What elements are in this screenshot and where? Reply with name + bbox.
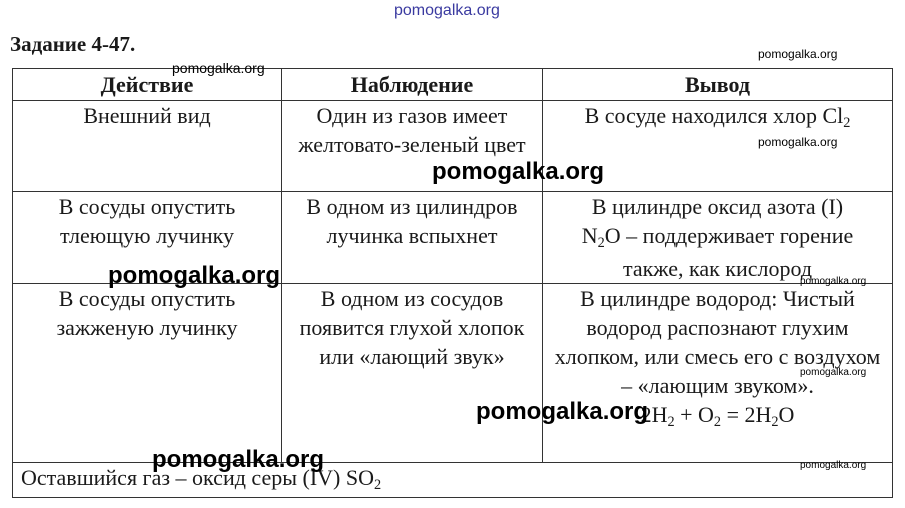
conclusion-text: В цилиндре водород: Чистый водород распознают глухим хлопком, или смесь его с воздухом – «лающим звуком». — [554, 286, 881, 398]
table-header-row — [13, 69, 893, 101]
formula-text: N — [581, 223, 598, 248]
watermark: pomogalka.org — [108, 262, 281, 289]
subscript: 2 — [771, 413, 779, 430]
header-observation: Наблюдение — [282, 69, 543, 101]
observation-cell: В одном из цилиндров лучинка вспыхнет — [282, 192, 543, 284]
equation-part: 2H — [640, 402, 668, 427]
footer-text: Оставшийся газ – оксид серы (IV) SO — [21, 465, 374, 490]
footer-cell — [13, 463, 893, 498]
watermark: pomogalka.org — [758, 47, 838, 61]
table-footer-row — [13, 463, 893, 498]
watermark: pomogalka.org — [152, 446, 325, 473]
subscript: 2 — [667, 413, 675, 430]
equation-part: = 2H — [721, 402, 772, 427]
header-action: Действие — [13, 69, 282, 101]
subscript: 2 — [713, 413, 722, 430]
subscript: 2 — [843, 114, 851, 131]
watermark: pomogalka.org — [800, 276, 867, 287]
watermark: pomogalka.org — [432, 158, 605, 185]
watermark: pomogalka.org — [758, 135, 838, 149]
subscript: 2 — [373, 476, 382, 493]
task-title: Задание 4-47. — [10, 32, 136, 56]
conclusion-cell — [543, 192, 893, 284]
watermark: pomogalka.org — [476, 398, 649, 425]
equation-part: + O — [674, 402, 714, 427]
watermark: pomogalka.org — [172, 60, 265, 76]
watermark: pomogalka.org — [800, 367, 867, 378]
action-cell: В сосуды опустить тлеющую лучинку — [13, 192, 282, 284]
observation-cell: Один из газов имеет желтовато-зеленый цвет — [282, 101, 543, 192]
action-cell: В сосуды опустить зажженую лучинку — [13, 284, 282, 463]
table-row — [13, 284, 893, 463]
conclusion-text: В сосуде находился хлор Cl — [584, 103, 844, 128]
header-conclusion: Вывод — [543, 69, 893, 101]
watermark-top: pomogalka.org — [394, 2, 500, 19]
action-cell: Внешний вид — [13, 101, 282, 192]
subscript: 2 — [597, 234, 605, 251]
conclusion-text: O – поддерживает горение также, как кислород — [604, 223, 854, 281]
observation-cell: В одном из сосудов появится глухой хлопок или «лающий звук» — [282, 284, 543, 463]
watermark: pomogalka.org — [800, 460, 867, 471]
equation-part: O — [778, 402, 795, 427]
conclusion-text: В цилиндре оксид азота (I) — [591, 194, 844, 219]
